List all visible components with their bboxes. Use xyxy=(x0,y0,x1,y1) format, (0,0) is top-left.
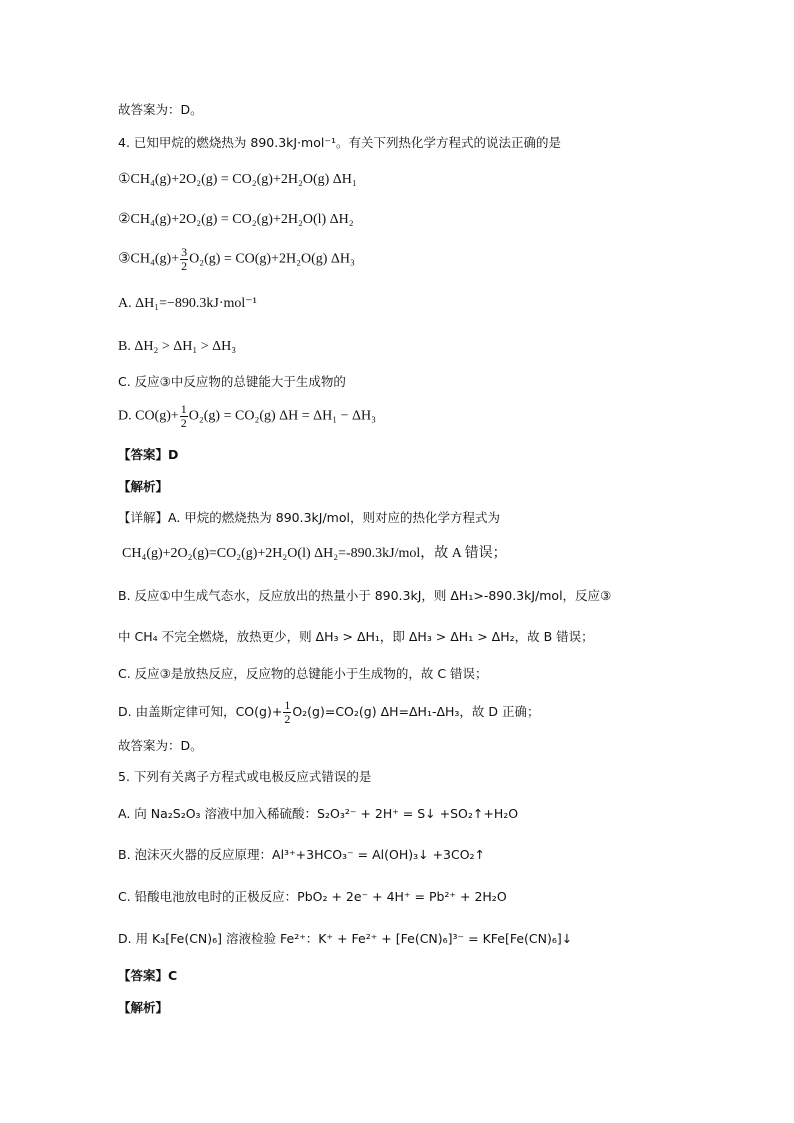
q4-optd-pre: D. CO(g)+ xyxy=(118,408,179,424)
q4-final-answer: 故答案为：D。 xyxy=(118,738,203,753)
q4-detail-a: 【详解】A. 甲烷的燃烧热为 890.3kJ/mol，则对应的热化学方程式为 xyxy=(118,510,500,525)
q4-eq3-denominator: 2 xyxy=(181,259,188,273)
q4-detail-d-denominator: 2 xyxy=(284,712,291,726)
q4-detail-d-pre: D. 由盖斯定律可知，CO(g)+ xyxy=(118,704,283,719)
q4-equation-3 xyxy=(118,246,355,273)
q4-detail-d-fraction xyxy=(283,699,291,726)
q4-option-c: C. 反应③中反应物的总键能大于生成物的 xyxy=(118,374,346,389)
q4-analysis-heading: 【解析】 xyxy=(118,479,169,494)
q4-stem: 4. 已知甲烷的燃烧热为 890.3kJ·mol⁻¹。有关下列热化学方程式的说法正确的是 xyxy=(118,135,561,150)
q4-detail-d-numerator: 1 xyxy=(284,698,291,712)
q4-eq3-numerator: 3 xyxy=(181,245,188,259)
prev-answer-line: 故答案为：D。 xyxy=(118,102,203,117)
q4-detail-d xyxy=(118,699,540,726)
q5-stem: 5. 下列有关离子方程式或电极反应式错误的是 xyxy=(118,769,372,784)
q4-answer: 【答案】D xyxy=(118,447,179,462)
q4-equation-1: ①CH₄(g)+2O₂(g) = CO₂(g)+2H₂O(g) ΔH₁ xyxy=(118,172,357,187)
q5-analysis-heading: 【解析】 xyxy=(118,1000,169,1015)
q4-optd-denominator: 2 xyxy=(180,416,187,430)
q5-option-d: D. 用 K₃[Fe(CN)₆] 溶液检验 Fe²⁺：K⁺ + Fe²⁺ + [Fe(CN)₆]³⁻ = KFe[Fe(CN)₆]↓ xyxy=(118,931,573,946)
q4-optd-post: O₂(g) = CO₂(g) ΔH = ΔH₁ − ΔH₃ xyxy=(188,408,377,424)
q5-option-a: A. 向 Na₂S₂O₃ 溶液中加入稀硫酸：S₂O₃²⁻ + 2H⁺ = S↓ +SO₂↑+H₂O xyxy=(118,806,519,821)
q4-eq3-fraction xyxy=(180,246,188,273)
q4-detail-b-line2: 中 CH₄ 不完全燃烧，放热更少，则 ΔH₃ > ΔH₁，即 ΔH₃ > ΔH₁ > ΔH₂，故 B 错误； xyxy=(118,629,594,644)
q4-optd-fraction xyxy=(180,403,188,430)
q4-equation-2: ②CH₄(g)+2O₂(g) = CO₂(g)+2H₂O(l) ΔH₂ xyxy=(118,212,354,227)
q4-option-a: A. ΔH₁=−890.3kJ·mol⁻¹ xyxy=(118,296,257,311)
q4-detail-b-line1: B. 反应①中生成气态水，反应放出的热量小于 890.3kJ，则 ΔH₁>-890.3kJ/mol，反应③ xyxy=(118,588,612,603)
q4-detail-c: C. 反应③是放热反应，反应物的总键能小于生成物的，故 C 错误； xyxy=(118,666,488,681)
q5-option-c: C. 铅酸电池放电时的正极反应：PbO₂ + 2e⁻ + 4H⁺ = Pb²⁺ + 2H₂O xyxy=(118,889,507,904)
q4-option-b: B. ΔH₂ > ΔH₁ > ΔH₃ xyxy=(118,339,237,354)
q4-eq3-pre: ③CH₄(g)+ xyxy=(118,251,180,267)
q4-option-d xyxy=(118,403,376,430)
q4-eq3-post: O₂(g) = CO(g)+2H₂O(g) ΔH₃ xyxy=(189,251,355,267)
q5-option-b: B. 泡沫灭火器的反应原理：Al³⁺+3HCO₃⁻ = Al(OH)₃↓ +3CO₂↑ xyxy=(118,847,486,862)
q4-detail-a-equation: CH₄(g)+2O₂(g)=CO₂(g)+2H₂O(l) ΔH₂=-890.3kJ/mol，故 A 错误； xyxy=(122,546,507,561)
q4-detail-d-post: O₂(g)=CO₂(g) ΔH=ΔH₁-ΔH₃，故 D 正确； xyxy=(292,704,540,719)
q5-answer: 【答案】C xyxy=(118,968,178,983)
q4-optd-numerator: 1 xyxy=(180,402,187,416)
